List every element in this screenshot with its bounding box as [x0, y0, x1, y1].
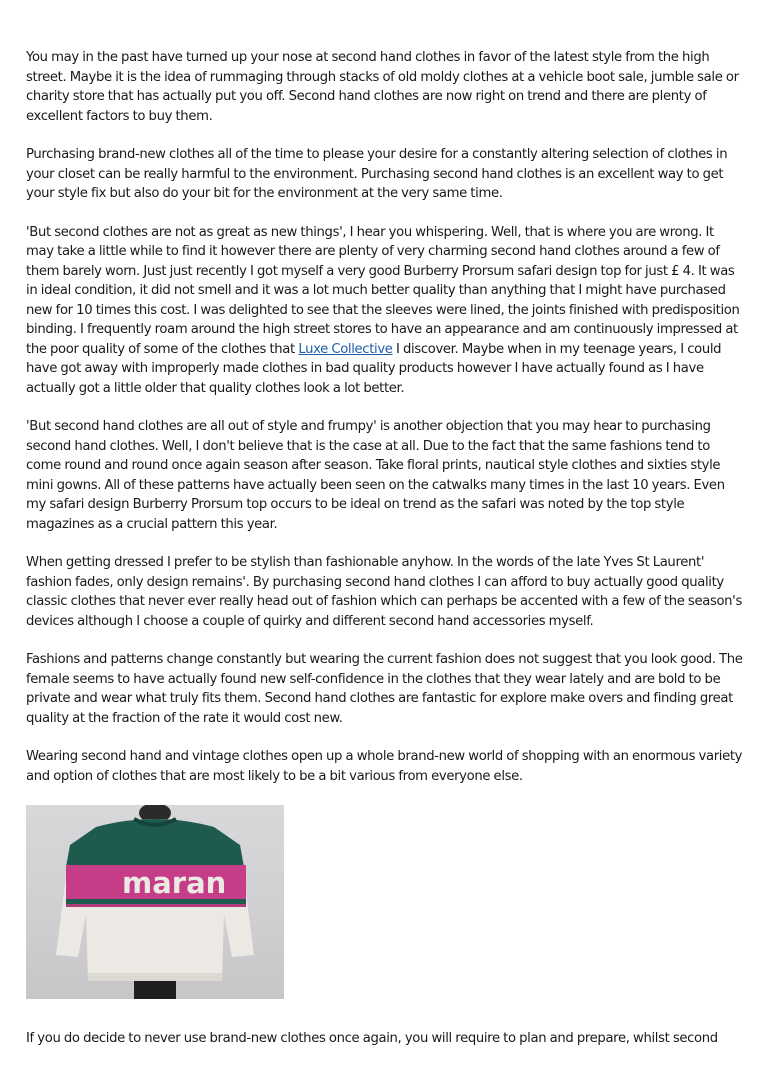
sweater-photo: [26, 805, 284, 999]
paragraph-3: [26, 223, 744, 399]
sweater-hem: [88, 973, 222, 981]
article-body: [26, 48, 744, 1068]
sweater-lettering: maran: [122, 866, 227, 900]
paragraph-3-text-b: I discover. Maybe when in my teenage years, I could have got away with improperly made clothes in bad quality products however I have actually found as I have actually got a little older that quality clothes look a lot better.: [26, 341, 722, 396]
paragraph-4: 'But second hand clothes are all out of style and frumpy' is another objection that you may hear to purchasing second hand clothes. Well, I don't believe that is the case at all. Due to the fact that the same fashions tend to come round and round once again season after season. Take floral prints, nautical style clothes and sixties style mini gowns. All of these patterns have actually been seen on the catwalks many times in the last 10 years. Even my safari design Burberry Prorsum top occurs to be ideal on trend as the safari was noted by the top style magazines as a crucial pattern this year.: [26, 419, 725, 532]
paragraph-1: You may in the past have turned up your nose at second hand clothes in favor of the latest style from the high street. Maybe it is the idea of rummaging through stacks of old moldy clothes at a vehicle boot sale, jumble sale or charity store that has actually put you off. Second hand clothes are now right on trend and there are plenty of excellent factors to buy them.: [26, 50, 739, 124]
sweater-stripe-2: [66, 904, 246, 907]
paragraph-2: Purchasing brand-new clothes all of the time to please your desire for a constantly altering selection of clothes in your closet can be really harmful to the environment. Purchasing second hand clothes is an excellent way to get your style fix but also do your bit for the environment at the very same time.: [26, 147, 728, 201]
paragraph-8: If you do decide to never use brand-new clothes once again, you will require to plan and prepare, whilst second: [26, 1031, 718, 1046]
paragraph-6: Fashions and patterns change constantly but wearing the current fashion does not suggest that you look good. The female seems to have actually found new self-confidence in the clothes that they wear lately and are bold to be private and wear what truly fits them. Second hand clothes are fantastic for explore make overs and finding great quality at the fraction of the rate it would cost new.: [26, 652, 743, 726]
sweater-illustration: [26, 805, 284, 999]
paragraph-3-text-a: 'But second clothes are not as great as new things', I hear you whispering. Well, that is where you are wrong. It may take a little while to find it however there are plenty of very charming second hand clothes around a few of them barely worn. Just just recently I got myself a very good Burberry Prorsum safari design top for just £ 4. It was in ideal condition, it did not smell and it was a lot much better quality than anything that I might have purchased new for 10 times this cost. I was delighted to see that the sleeves were lined, the joints finished with predisposition binding. I frequently roam around the high street stores to have an appearance and am continuously impressed at the poor quality of some of the clothes that: [26, 224, 740, 357]
luxe-collective-link[interactable]: Luxe Collective: [298, 341, 393, 357]
mannequin-base: [134, 981, 176, 999]
paragraph-5: When getting dressed I prefer to be stylish than fashionable anyhow. In the words of the late Yves St Laurent' fashion fades, only design remains'. By purchasing second hand clothes I can afford to buy actually good quality classic clothes that never ever really head out of fashion which can perhaps be accented with a few of the season's devices although I choose a couple of quirky and different second hand accessories myself.: [26, 555, 742, 629]
paragraph-7: Wearing second hand and vintage clothes open up a whole brand-new world of shopping with an enormous variety and option of clothes that are most likely to be a bit various from everyone else.: [26, 749, 743, 784]
